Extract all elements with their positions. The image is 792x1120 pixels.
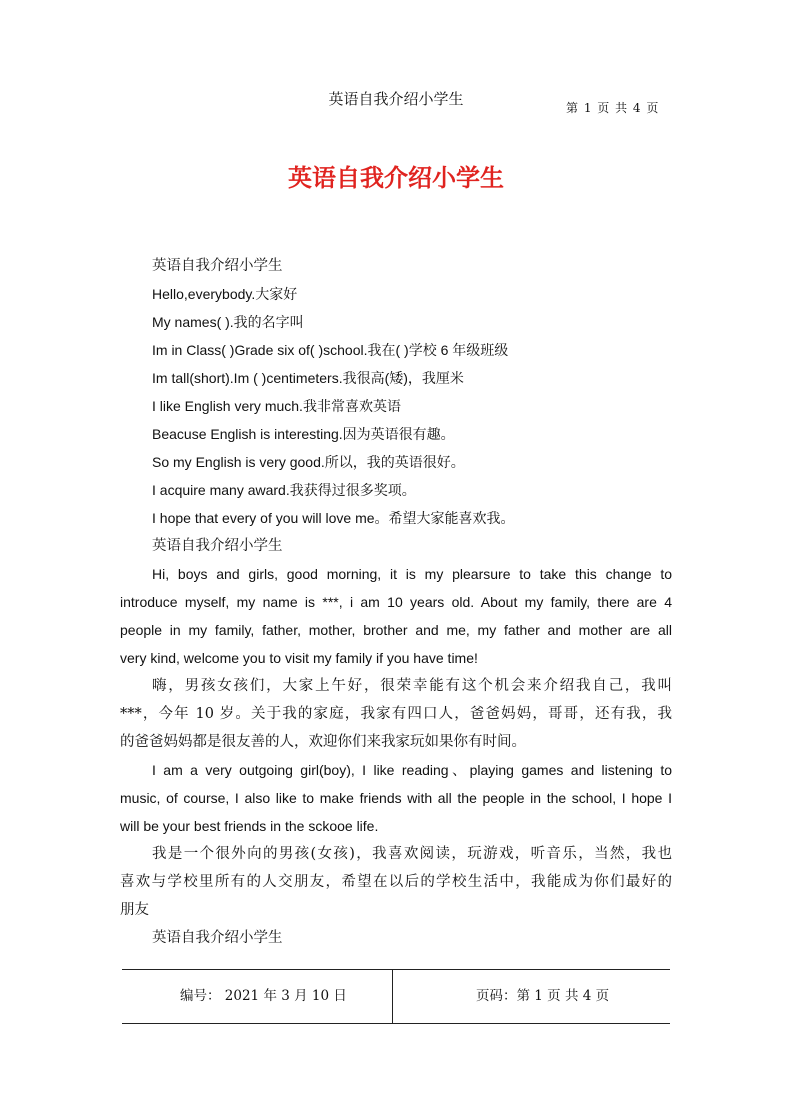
body-line: Hi, boys and girls, good morning, it is my plearsure to take this change to: [152, 566, 672, 582]
body-line: music, of course, I also like to make friends with all the people in the school, I hope I: [120, 790, 672, 806]
document-body: [120, 252, 672, 952]
body-line: will be your best friends in the sckooe life.: [120, 818, 379, 834]
body-line: 嗨，男孩女孩们，大家上午好，很荣幸能有这个机会来介绍我自己，我叫: [152, 678, 672, 694]
body-line: 英语自我介绍小学生: [152, 930, 283, 946]
footer-page-number: 页码：第 1 页 共 4 页: [476, 988, 610, 1004]
body-line: ***，今年 10 岁。关于我的家庭，我家有四口人，爸爸妈妈，哥哥，还有我，我: [120, 706, 672, 722]
body-line: 的爸爸妈妈都是很友善的人，欢迎你们来我家玩如果你有时间。: [120, 734, 526, 750]
running-header-page-info: 第 1 页 共 4 页: [566, 101, 660, 115]
body-line: Beacuse English is interesting.因为英语很有趣。: [152, 426, 455, 442]
body-line: Im tall(short).Im ( )centimeters.我很高(矮)，我厘米: [152, 370, 464, 386]
body-line: introduce myself, my name is ***, i am 10 years old. About my family, there are 4: [120, 594, 672, 610]
body-line: very kind, welcome you to visit my family if you have time!: [120, 650, 478, 666]
document-title: 英语自我介绍小学生: [288, 164, 504, 192]
body-line: Im in Class( )Grade six of( )school.我在( )学校 6 年级班级: [152, 342, 509, 358]
body-line: 朋友: [120, 902, 149, 918]
body-line: 英语自我介绍小学生: [152, 538, 283, 554]
body-line: 英语自我介绍小学生: [152, 258, 283, 274]
body-line: I am a very outgoing girl(boy), I like reading、playing games and listening to: [152, 762, 672, 778]
running-header-title: 英语自我介绍小学生: [328, 90, 464, 108]
body-line: people in my family, father, mother, brother and me, my father and mother are all: [120, 622, 672, 638]
body-line: Hello,everybody.大家好: [152, 286, 298, 302]
footer-divider: [392, 969, 393, 1024]
body-line: I hope that every of you will love me。希望大家能喜欢我。: [152, 510, 515, 526]
body-line: So my English is very good.所以，我的英语很好。: [152, 454, 465, 470]
footer-bottom-rule: [122, 1023, 670, 1024]
body-line: I acquire many award.我获得过很多奖项。: [152, 482, 416, 498]
body-line: My names( ).我的名字叫: [152, 314, 304, 330]
body-line: 喜欢与学校里所有的人交朋友，希望在以后的学校生活中，我能成为你们最好的: [120, 874, 672, 890]
body-line: I like English very much.我非常喜欢英语: [152, 398, 401, 414]
body-line: 我是一个很外向的男孩(女孩)，我喜欢阅读，玩游戏，听音乐，当然，我也: [152, 846, 672, 862]
footer-top-rule: [122, 969, 670, 970]
footer-date: 编号： 2021 年 3 月 10 日: [180, 988, 347, 1004]
